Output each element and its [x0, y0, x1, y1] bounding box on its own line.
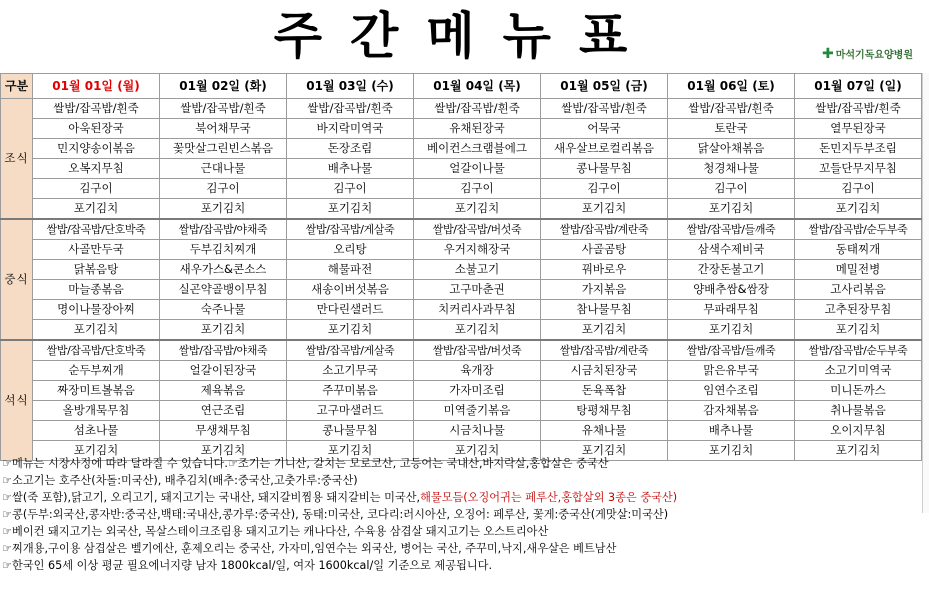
menu-cell: 닭볶음탕 — [33, 260, 160, 280]
menu-cell: 고구마샐러드 — [287, 401, 414, 421]
menu-cell: 마늘종볶음 — [33, 280, 160, 300]
menu-cell: 김구이 — [795, 179, 922, 199]
menu-cell: 해물파전 — [287, 260, 414, 280]
menu-cell: 사골만두국 — [33, 240, 160, 260]
menu-cell: 베이컨스크램블에그 — [414, 139, 541, 159]
menu-cell: 짜장미트볼볶음 — [33, 381, 160, 401]
menu-cell: 육개장 — [414, 361, 541, 381]
menu-cell: 콩나물무침 — [287, 421, 414, 441]
menu-row — [1, 179, 922, 199]
menu-cell: 어묵국 — [541, 119, 668, 139]
menu-cell: 쌀밥/잡곡밥/게살죽 — [287, 219, 414, 240]
menu-row — [1, 139, 922, 159]
menu-cell: 가자미조림 — [414, 381, 541, 401]
menu-cell: 열무된장국 — [795, 119, 922, 139]
note-line — [2, 455, 914, 472]
menu-cell: 숙주나물 — [160, 300, 287, 320]
menu-cell: 쌀밥/잡곡밥/게살죽 — [287, 340, 414, 361]
menu-cell: 꼬들단무지무침 — [795, 159, 922, 179]
menu-cell: 닭살아채볶음 — [668, 139, 795, 159]
note-line — [2, 489, 914, 506]
note-line — [2, 523, 914, 540]
menu-cell: 양배추쌈&쌈장 — [668, 280, 795, 300]
menu-cell: 명이나물장아찌 — [33, 300, 160, 320]
menu-cell: 소고기무국 — [287, 361, 414, 381]
menu-cell: 포기김치 — [541, 199, 668, 220]
meal-label: 조식 — [1, 99, 33, 220]
menu-row — [1, 340, 922, 361]
menu-row — [1, 421, 922, 441]
menu-cell: 오복지무침 — [33, 159, 160, 179]
menu-cell: 쌀밥/잡곡밥/야채죽 — [160, 219, 287, 240]
menu-cell: 취나물볶음 — [795, 401, 922, 421]
menu-cell: 맑은유부국 — [668, 361, 795, 381]
menu-cell: 쌀밥/잡곡밥/흰죽 — [33, 99, 160, 119]
menu-row — [1, 401, 922, 421]
menu-cell: 쌀밥/잡곡밥/흰죽 — [160, 99, 287, 119]
menu-cell: 제육볶음 — [160, 381, 287, 401]
menu-cell: 포기김치 — [541, 441, 668, 461]
menu-cell: 포기김치 — [414, 320, 541, 341]
note-line — [2, 472, 914, 489]
note-highlight: 해물모듬(오징어귀는 페루산,홍합살외 3종은 중국산) — [420, 491, 678, 504]
menu-cell: 쌀밥/잡곡밥/계란죽 — [541, 340, 668, 361]
menu-cell: 무파래무침 — [668, 300, 795, 320]
menu-cell: 포기김치 — [287, 199, 414, 220]
note-line — [2, 506, 914, 523]
notes-section — [2, 455, 914, 574]
menu-cell: 김구이 — [160, 179, 287, 199]
menu-cell: 쌀밥/잡곡밥/단호박죽 — [33, 219, 160, 240]
menu-cell: 치커리사과무침 — [414, 300, 541, 320]
menu-row — [1, 99, 922, 119]
note-text: ☞한국인 65세 이상 평균 필요에너지량 남자 1800kcal/일, 여자 1600kcal/일 기준으로 제공됩니다. — [2, 559, 493, 572]
menu-cell: 포기김치 — [795, 320, 922, 341]
menu-cell: 김구이 — [414, 179, 541, 199]
menu-row — [1, 320, 922, 341]
sheet-edge — [922, 73, 929, 513]
menu-cell: 쌀밥/잡곡밥/계란죽 — [541, 219, 668, 240]
menu-row — [1, 260, 922, 280]
menu-cell: 메밀전병 — [795, 260, 922, 280]
menu-cell: 가지볶음 — [541, 280, 668, 300]
menu-cell: 쌀밥/잡곡밥/야채죽 — [160, 340, 287, 361]
menu-cell: 쌀밥/잡곡밥/흰죽 — [795, 99, 922, 119]
menu-cell: 김구이 — [668, 179, 795, 199]
menu-cell: 얼갈이된장국 — [160, 361, 287, 381]
menu-cell: 소고기미역국 — [795, 361, 922, 381]
hospital-logo — [822, 46, 913, 62]
menu-cell: 새우살브로컬리볶음 — [541, 139, 668, 159]
day-header-fri: 01월 05일 (금) — [541, 74, 668, 99]
menu-cell: 김구이 — [541, 179, 668, 199]
cross-icon: ✚ — [821, 46, 834, 62]
menu-cell: 쌀밥/잡곡밥/흰죽 — [541, 99, 668, 119]
menu-row — [1, 280, 922, 300]
menu-cell: 올방개묵무침 — [33, 401, 160, 421]
menu-cell: 바지락미역국 — [287, 119, 414, 139]
menu-cell: 돈육폭찹 — [541, 381, 668, 401]
gubun-header: 구분 — [1, 74, 33, 99]
note-line — [2, 557, 914, 574]
menu-cell: 미니돈까스 — [795, 381, 922, 401]
menu-cell: 새우가스&콘소스 — [160, 260, 287, 280]
menu-cell: 미역줄기볶음 — [414, 401, 541, 421]
menu-cell: 아욱된장국 — [33, 119, 160, 139]
menu-cell: 주꾸미볶음 — [287, 381, 414, 401]
menu-cell: 포기김치 — [541, 320, 668, 341]
menu-cell: 포기김치 — [33, 320, 160, 341]
day-header-wed: 01월 03일 (수) — [287, 74, 414, 99]
menu-cell: 새송이버섯볶음 — [287, 280, 414, 300]
menu-cell: 꽃맛살그린빈스볶음 — [160, 139, 287, 159]
day-header-sat: 01월 06일 (토) — [668, 74, 795, 99]
menu-cell: 만다린샐러드 — [287, 300, 414, 320]
menu-cell: 쌀밥/잡곡밥/순두부죽 — [795, 340, 922, 361]
menu-cell: 돈민지두부조림 — [795, 139, 922, 159]
meal-label: 중식 — [1, 219, 33, 340]
note-text: ☞베이컨 돼지고기는 외국산, 목살스테이크조림용 돼지고기는 캐나다산, 수육용 삼겹살 돼지고기는 오스트리아산 — [2, 525, 549, 538]
menu-row — [1, 159, 922, 179]
menu-cell: 쌀밥/잡곡밥/흰죽 — [414, 99, 541, 119]
menu-cell: 포기김치 — [668, 441, 795, 461]
day-header-thu: 01월 04일 (목) — [414, 74, 541, 99]
menu-cell: 포기김치 — [414, 199, 541, 220]
menu-cell: 김구이 — [287, 179, 414, 199]
menu-cell: 김구이 — [33, 179, 160, 199]
day-header-sun: 01월 07일 (일) — [795, 74, 922, 99]
page-title: 주간메뉴표 — [273, 7, 656, 65]
note-line — [2, 540, 914, 557]
menu-cell: 토란국 — [668, 119, 795, 139]
menu-cell: 간장돈불고기 — [668, 260, 795, 280]
menu-cell: 삼색수제비국 — [668, 240, 795, 260]
menu-cell: 포기김치 — [33, 199, 160, 220]
menu-cell: 고구마춘권 — [414, 280, 541, 300]
logo-text: 마석기독요양병원 — [835, 50, 913, 61]
menu-cell: 실곤약골뱅이무침 — [160, 280, 287, 300]
menu-row — [1, 361, 922, 381]
menu-cell: 고추된장무침 — [795, 300, 922, 320]
menu-cell: 북어채무국 — [160, 119, 287, 139]
menu-cell: 임연수조림 — [668, 381, 795, 401]
menu-cell: 포기김치 — [795, 199, 922, 220]
menu-cell: 포기김치 — [414, 441, 541, 461]
menu-cell: 사골곰탕 — [541, 240, 668, 260]
note-text: ☞소고기는 호주산(차돌:미국산), 배추김치(배추:중국산,고춧가루:중국산) — [2, 474, 358, 487]
menu-cell: 쌀밥/잡곡밥/버섯죽 — [414, 219, 541, 240]
menu-cell: 쌀밥/잡곡밥/들깨죽 — [668, 340, 795, 361]
menu-cell: 꿔바로우 — [541, 260, 668, 280]
menu-cell: 쌀밥/잡곡밥/단호박죽 — [33, 340, 160, 361]
note-text: ☞찌개용,구이용 삼겹살은 벨기에산, 훈제오리는 중국산, 가자미,임연수는 외국산, 병어는 국산, 주꾸미,낙지,새우살은 베트남산 — [2, 542, 617, 555]
menu-cell: 포기김치 — [160, 441, 287, 461]
menu-cell: 탕평채무침 — [541, 401, 668, 421]
day-header-tue: 01월 02일 (화) — [160, 74, 287, 99]
menu-cell: 포기김치 — [287, 441, 414, 461]
menu-cell: 오이지무침 — [795, 421, 922, 441]
day-header-mon: 01월 01일 (월) — [33, 74, 160, 99]
menu-cell: 소불고기 — [414, 260, 541, 280]
menu-row — [1, 119, 922, 139]
menu-cell: 포기김치 — [668, 199, 795, 220]
menu-cell: 감자채볶음 — [668, 401, 795, 421]
menu-row — [1, 300, 922, 320]
menu-cell: 포기김치 — [160, 199, 287, 220]
menu-cell: 동태찌개 — [795, 240, 922, 260]
menu-cell: 쌀밥/잡곡밥/흰죽 — [668, 99, 795, 119]
menu-cell: 근대나물 — [160, 159, 287, 179]
menu-cell: 시금치나물 — [414, 421, 541, 441]
note-text: ☞메뉴는 시장사정에 따라 달라질 수 있습니다.☞조기는 기니산, 갈치는 모로코산, 고등어는 국내산,바지락살,홍합살은 중국산 — [2, 457, 609, 470]
menu-cell: 쌀밥/잡곡밥/버섯죽 — [414, 340, 541, 361]
menu-cell: 포기김치 — [160, 320, 287, 341]
menu-cell: 참나물무침 — [541, 300, 668, 320]
menu-row — [1, 240, 922, 260]
menu-cell: 쌀밥/잡곡밥/흰죽 — [287, 99, 414, 119]
note-text: ☞콩(두부:외국산,콩자반:중국산,백태:국내산,콩가루:중국산), 동태:미국산, 코다리:러시아산, 오징어: 페루산, 꽃게:중국산(게맛살:미국산) — [2, 508, 669, 521]
header-row — [1, 74, 922, 99]
menu-cell: 순두부찌개 — [33, 361, 160, 381]
menu-cell: 포기김치 — [795, 441, 922, 461]
menu-cell: 시금치된장국 — [541, 361, 668, 381]
menu-cell: 배추나물 — [287, 159, 414, 179]
menu-row — [1, 381, 922, 401]
menu-row — [1, 219, 922, 240]
menu-body — [1, 99, 922, 461]
menu-cell: 연근조림 — [160, 401, 287, 421]
menu-cell: 민지양송이볶음 — [33, 139, 160, 159]
menu-cell: 얼갈이나물 — [414, 159, 541, 179]
menu-cell: 쌀밥/잡곡밥/들깨죽 — [668, 219, 795, 240]
menu-cell: 청경채나물 — [668, 159, 795, 179]
note-text: ☞쌀(죽 포함),닭고기, 오리고기, 돼지고기는 국내산, 돼지갈비찜용 돼지갈비는 미국산, — [2, 491, 421, 504]
menu-cell: 돈장조림 — [287, 139, 414, 159]
menu-cell: 포기김치 — [287, 320, 414, 341]
menu-cell: 콩나물무침 — [541, 159, 668, 179]
meal-label: 석식 — [1, 340, 33, 461]
menu-cell: 유채나물 — [541, 421, 668, 441]
menu-cell: 우거지해장국 — [414, 240, 541, 260]
menu-cell: 유채된장국 — [414, 119, 541, 139]
menu-row — [1, 199, 922, 220]
weekly-menu-table — [0, 73, 922, 461]
menu-cell: 오리탕 — [287, 240, 414, 260]
menu-cell: 배추나물 — [668, 421, 795, 441]
menu-cell: 두부김치찌개 — [160, 240, 287, 260]
menu-cell: 포기김치 — [33, 441, 160, 461]
menu-cell: 포기김치 — [668, 320, 795, 341]
menu-cell: 섬초나물 — [33, 421, 160, 441]
menu-cell: 무생채무침 — [160, 421, 287, 441]
menu-cell: 고사리볶음 — [795, 280, 922, 300]
menu-cell: 쌀밥/잡곡밥/순두부죽 — [795, 219, 922, 240]
